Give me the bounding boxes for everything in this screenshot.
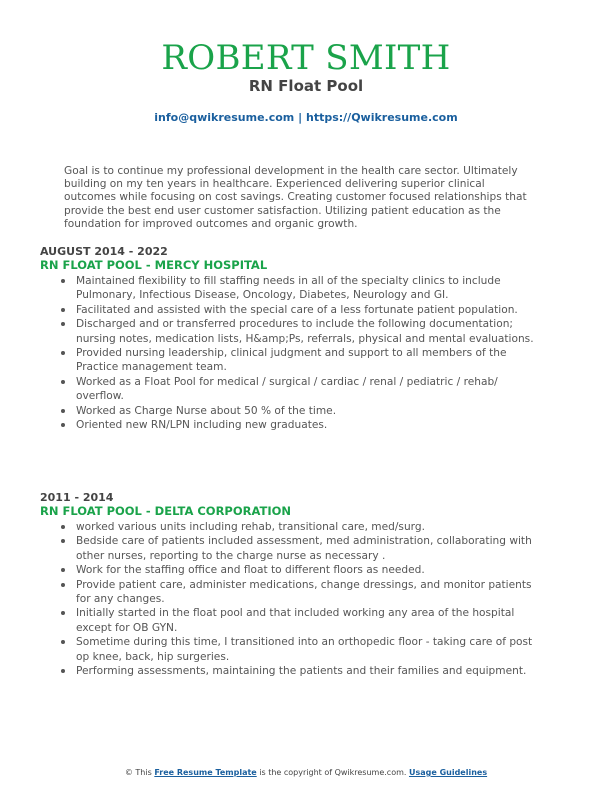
job-role-title: RN Float Pool (248, 77, 364, 95)
candidate-name: ROBERT SMITH (161, 38, 451, 78)
job-bullet-list (40, 274, 540, 432)
job-title: RN FLOAT POOL - DELTA CORPORATION (40, 504, 292, 518)
list-item: Initially started in the float pool and that included working any area of the hospital except for OB GYN. (40, 606, 540, 635)
free-resume-template-link[interactable]: Free Resume Template (154, 768, 257, 777)
email-link[interactable]: info@qwikresume.com (154, 111, 295, 124)
list-item: Worked as Charge Nurse about 50 % of the time. (40, 404, 540, 418)
list-item: Maintained flexibility to fill staffing needs in all of the specialty clinics to include Pulmonary, Infectious Disease, Oncology, Diabetes, Neurology and GI. (40, 274, 540, 303)
job-date: 2011 - 2014 (40, 491, 114, 504)
summary-paragraph: Goal is to continue my professional development in the health care sector. Ultimately building on my ten years in healthcare. Experienced delivering superior clinical outcomes while focusing on cost savings. Creating customer focused relationships that provide the best end user customer satisfaction. Utilizing patient education as the foundation for improved outcomes and organic growth. (64, 165, 527, 230)
job-bullet-list (40, 520, 540, 678)
list-item: Work for the staffing office and float to different floors as needed. (40, 563, 540, 577)
list-item: Sometime during this time, I transitioned into an orthopedic floor - taking care of post op knee, back, hip surgeries. (40, 635, 540, 664)
list-item: Facilitated and assisted with the special care of a less fortunate patient population. (40, 303, 540, 317)
website-link[interactable]: https://Qwikresume.com (305, 111, 458, 124)
footer-prefix: © This (124, 768, 152, 777)
list-item: Worked as a Float Pool for medical / surgical / cardiac / renal / pediatric / rehab/ overflow. (40, 375, 540, 404)
job-title: RN FLOAT POOL - MERCY HOSPITAL (40, 258, 268, 272)
list-item: Provide patient care, administer medications, change dressings, and monitor patients for any changes. (40, 578, 540, 607)
contact-separator: | (298, 111, 303, 124)
list-item: worked various units including rehab, transitional care, med/surg. (40, 520, 540, 534)
job-entry-mercy (40, 245, 540, 432)
job-date: AUGUST 2014 - 2022 (40, 245, 168, 258)
footer-copyright-text: is the copyright of Qwikresume.com. (259, 768, 407, 777)
footer (0, 768, 612, 778)
job-entry-delta (40, 491, 540, 678)
list-item: Provided nursing leadership, clinical judgment and support to all members of the Practice management team. (40, 346, 540, 375)
usage-guidelines-link[interactable]: Usage Guidelines (408, 768, 488, 777)
list-item: Discharged and or transferred procedures to include the following documentation; nursing notes, medication lists, H&amp;Ps, referrals, physical and mental evaluations. (40, 317, 540, 346)
contact-line (0, 111, 612, 125)
list-item: Bedside care of patients included assessment, med administration, collaborating with other nurses, reporting to the charge nurse as necessary . (40, 534, 540, 563)
list-item: Performing assessments, maintaining the patients and their families and equipment. (40, 664, 540, 678)
list-item: Oriented new RN/LPN including new graduates. (40, 418, 540, 432)
